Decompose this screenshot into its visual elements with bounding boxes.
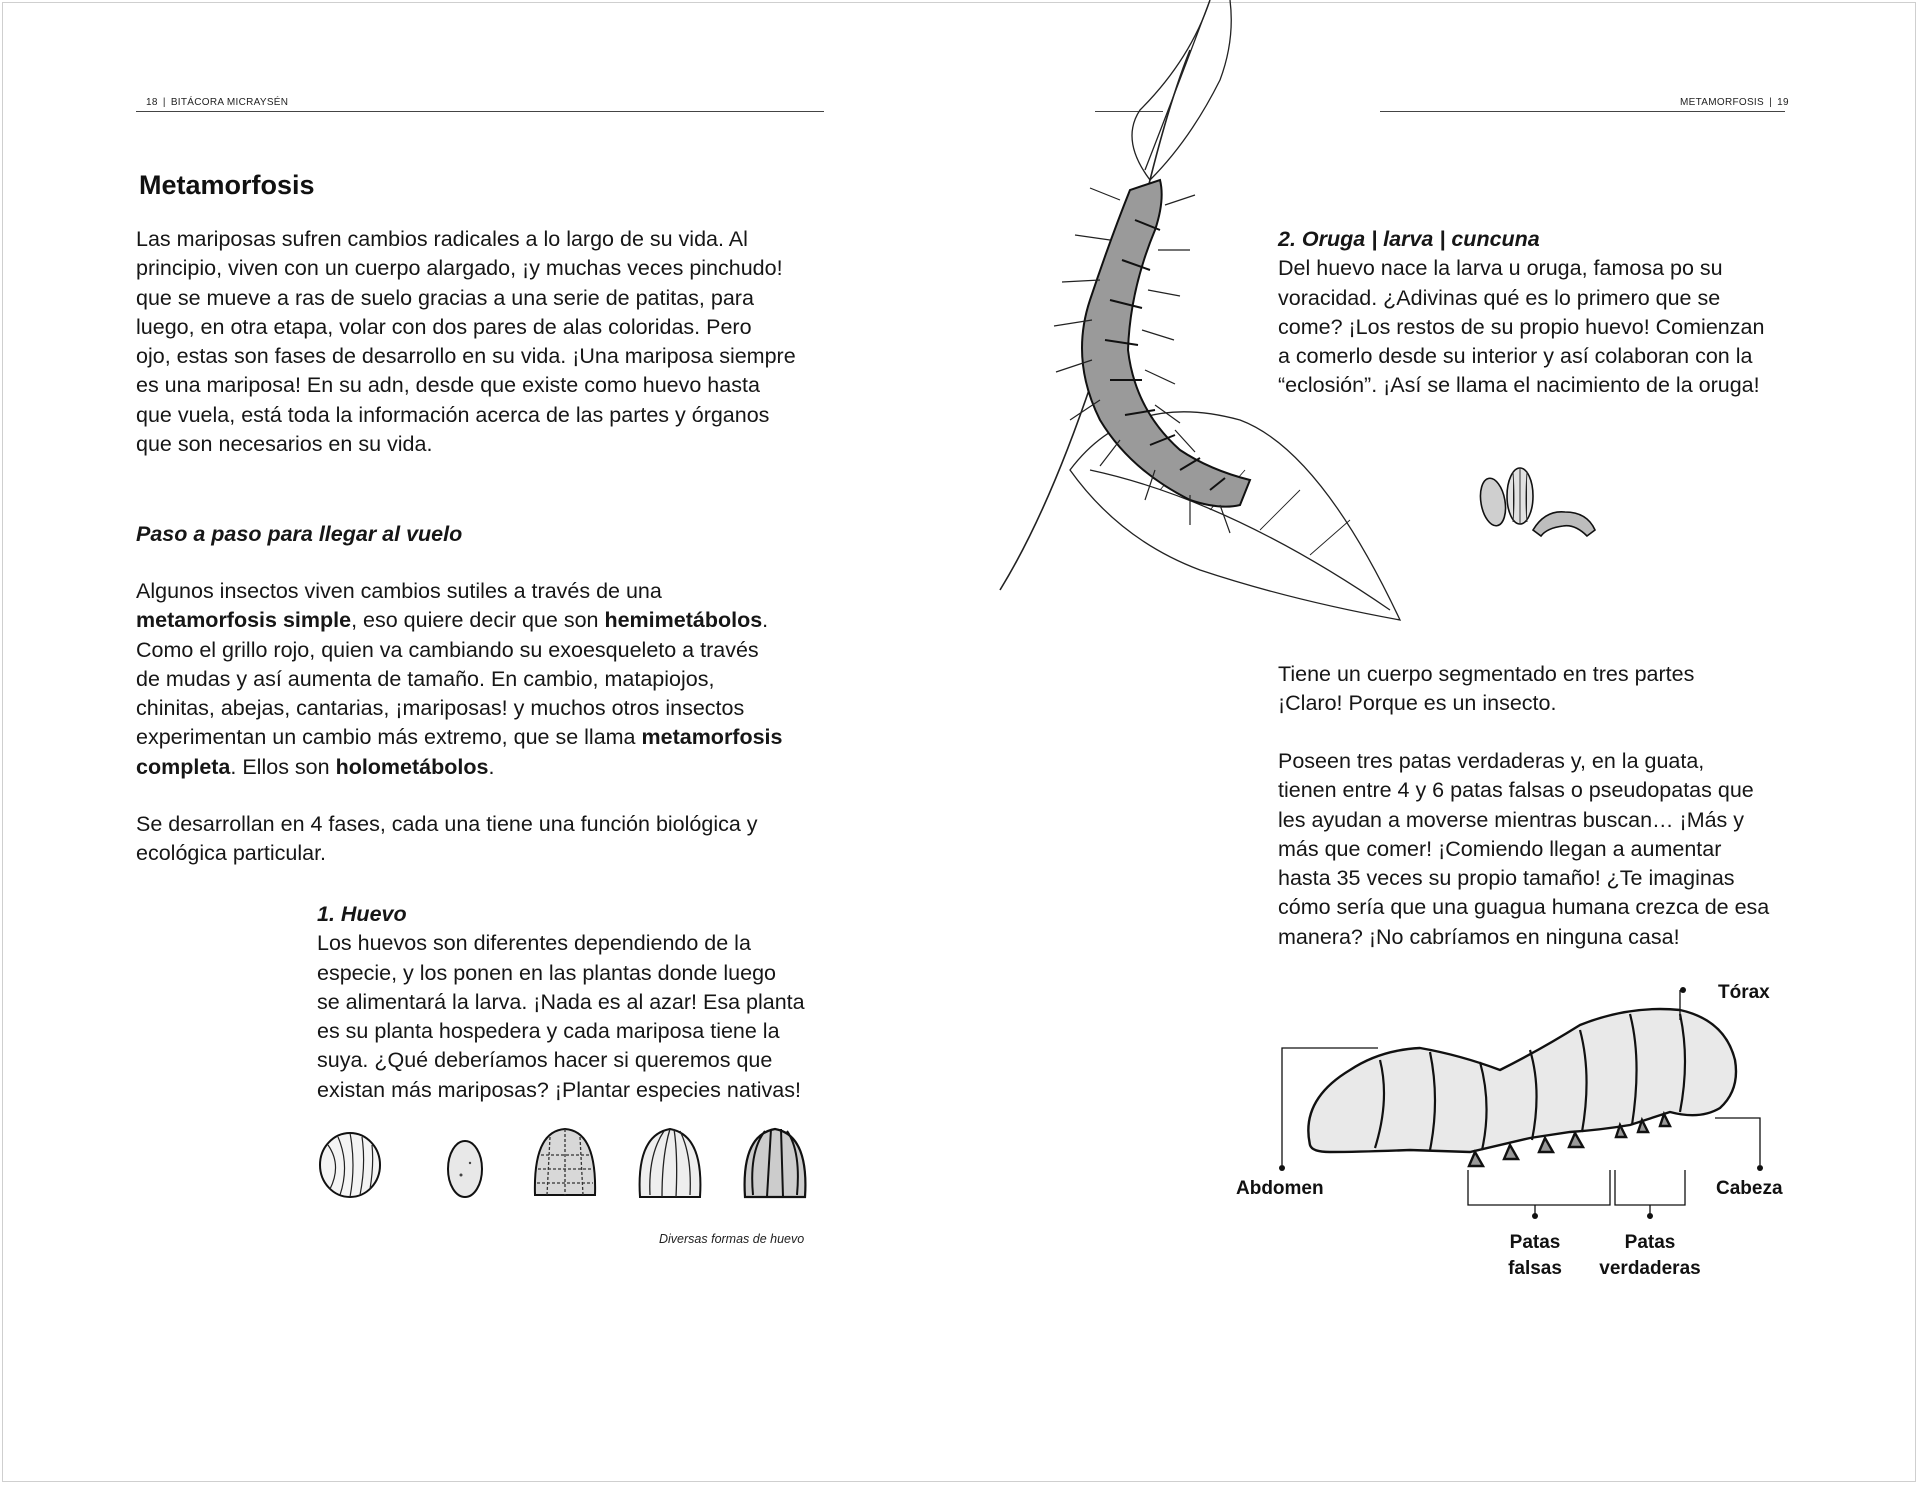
text-line: es su planta hospedera y cada mariposa tiene la — [317, 1019, 780, 1044]
egg-oval-smooth-illustration — [448, 1141, 482, 1197]
text-line: les ayudan a moverse mientras buscan… ¡Más y — [1278, 807, 1745, 832]
text-line — [136, 606, 856, 635]
caterpillar-anatomy-diagram — [1270, 980, 1790, 1210]
text-line: ¡Claro! Porque es un insecto. — [1278, 691, 1557, 716]
text-line: se alimentará la larva. ¡Nada es al azar! Esa planta — [317, 989, 805, 1014]
egg-dark-ribbed-illustration — [745, 1129, 806, 1197]
text-line: hasta 35 veces su propio tamaño! ¿Te imaginas — [1278, 866, 1735, 891]
page-number-right: 19 — [1777, 97, 1789, 108]
header-rule-left — [136, 111, 824, 112]
text-run: experimentan un cambio más extremo, que se llama — [136, 725, 642, 750]
phase1-block — [317, 900, 857, 1105]
text-line: Tiene un cuerpo segmentado en tres partes — [1278, 662, 1695, 686]
text-line: Se desarrollan en 4 fases, cada una tiene una función biológica y — [136, 812, 758, 836]
label-abdomen: Abdomen — [1236, 1178, 1324, 1199]
text-line: Las mariposas sufren cambios radicales a lo largo de su vida. Al — [136, 227, 748, 251]
egg-dome-textured-illustration — [535, 1129, 595, 1195]
label-torax: Tórax — [1718, 982, 1770, 1003]
phase1-heading: 1. Huevo — [317, 902, 407, 926]
term-bold: metamorfosis — [641, 725, 783, 750]
text-line: Los huevos son diferentes dependiendo de la — [317, 931, 751, 956]
text-run: . — [488, 754, 495, 779]
text-line: a comerlo desde su interior y así colaboran con la — [1278, 344, 1753, 369]
intro-paragraph — [136, 225, 856, 459]
term-bold: hemimetábolos — [604, 608, 763, 633]
text-run: . — [762, 608, 769, 633]
text-line — [136, 753, 856, 782]
text-line: Del huevo nace la larva u oruga, famosa po su — [1278, 256, 1723, 281]
running-head-title-right: METAMORFOSIS — [1680, 97, 1764, 108]
label-cabeza: Cabeza — [1716, 1178, 1783, 1199]
text-line: ojo, estas son fases de desarrollo en su vida. ¡Una mariposa siempre — [136, 344, 796, 369]
leaf-top-outline — [1132, 0, 1231, 180]
running-head-left: 18 | BITÁCORA MICRAYSÉN — [146, 97, 289, 108]
text-line: “eclosión”. ¡Así se llama el nacimiento de la oruga! — [1278, 373, 1760, 398]
text-line: especie, y los ponen en las plantas donde luego — [317, 960, 777, 985]
text-line: de mudas y así aumenta de tamaño. En cambio, matapiojos, — [136, 666, 715, 691]
egg-tall-ribbed-illustration — [640, 1129, 701, 1197]
larva-body — [1308, 1009, 1736, 1166]
egg-illustrations — [315, 1125, 815, 1205]
text-line: Algunos insectos viven cambios sutiles a través de una — [136, 579, 662, 603]
text-line: principio, viven con un cuerpo alargado, ¡y muchas veces pinchudo! — [136, 256, 783, 281]
text-line: suya. ¿Qué deberíamos hacer si queremos que — [317, 1048, 773, 1073]
text-line: ecológica particular. — [136, 841, 327, 866]
egg-round-ribbed-illustration — [320, 1133, 380, 1197]
text-line: voracidad. ¿Adivinas qué es lo primero que se — [1278, 285, 1721, 310]
text-line: Como el grillo rojo, quien va cambiando su exoesqueleto a través — [136, 637, 759, 662]
label-patas-verdaderas — [1594, 1230, 1706, 1282]
term-bold: completa — [136, 754, 231, 779]
running-head-title-left: BITÁCORA MICRAYSÉN — [170, 97, 289, 108]
text-line: que se mueve a ras de suelo gracias a una serie de patitas, para — [136, 285, 754, 310]
text-run: , eso quiere decir que son — [351, 608, 605, 633]
text-line: chinitas, abejas, cantarias, ¡mariposas! y muchos otros insectos — [136, 696, 745, 721]
text-run: . Ellos son — [230, 754, 336, 779]
term-bold: metamorfosis simple — [136, 608, 352, 633]
text-line: manera? ¡No cabríamos en ninguna casa! — [1278, 924, 1680, 949]
label-patas-falsas — [1502, 1230, 1568, 1282]
label-line: verdaderas — [1599, 1258, 1701, 1279]
holometabolism-paragraph — [136, 577, 856, 782]
text-line: que vuela, está toda la información acerca de las partes y órganos — [136, 402, 770, 427]
header-rule-right — [1380, 111, 1785, 112]
body-segments-paragraph — [1278, 660, 1838, 719]
text-line: come? ¡Los restos de su propio huevo! Comienzan — [1278, 314, 1765, 339]
text-line: luego, en otra etapa, volar con dos pares de alas coloridas. Pero — [136, 314, 752, 339]
page-title: Metamorfosis — [139, 170, 315, 200]
text-line: tienen entre 4 y 6 patas falsas o pseudopatas que — [1278, 778, 1754, 803]
text-line: más que comer! ¡Comiendo llegan a aumentar — [1278, 836, 1722, 861]
text-line: cómo sería que una guagua humana crezca de esa — [1278, 895, 1770, 920]
phase2-heading: 2. Oruga | larva | cuncuna — [1278, 227, 1540, 251]
page-number-left: 18 — [146, 97, 158, 108]
phase2-block — [1278, 225, 1838, 401]
text-line: Poseen tres patas verdaderas y, en la guata, — [1278, 749, 1705, 773]
caterpillar-body — [1054, 180, 1250, 533]
section-subheading: Paso a paso para llegar al vuelo — [136, 522, 463, 546]
text-line — [136, 723, 856, 752]
phases-paragraph — [136, 810, 856, 869]
label-line: Patas — [1509, 1232, 1561, 1253]
text-line: que son necesarios en su vida. — [136, 432, 433, 457]
running-head-right: METAMORFOSIS | 19 — [1680, 97, 1789, 108]
hatching-eggs-illustration — [1465, 460, 1605, 540]
label-line: Patas — [1624, 1232, 1676, 1253]
label-line: falsas — [1508, 1258, 1562, 1279]
eggs-caption: Diversas formas de huevo — [659, 1232, 805, 1246]
text-line: existan más mariposas? ¡Plantar especies nativas! — [317, 1077, 801, 1102]
term-bold: holometábolos — [335, 754, 489, 779]
text-line: es una mariposa! En su adn, desde que existe como huevo hasta — [136, 373, 760, 398]
legs-paragraph — [1278, 747, 1858, 952]
